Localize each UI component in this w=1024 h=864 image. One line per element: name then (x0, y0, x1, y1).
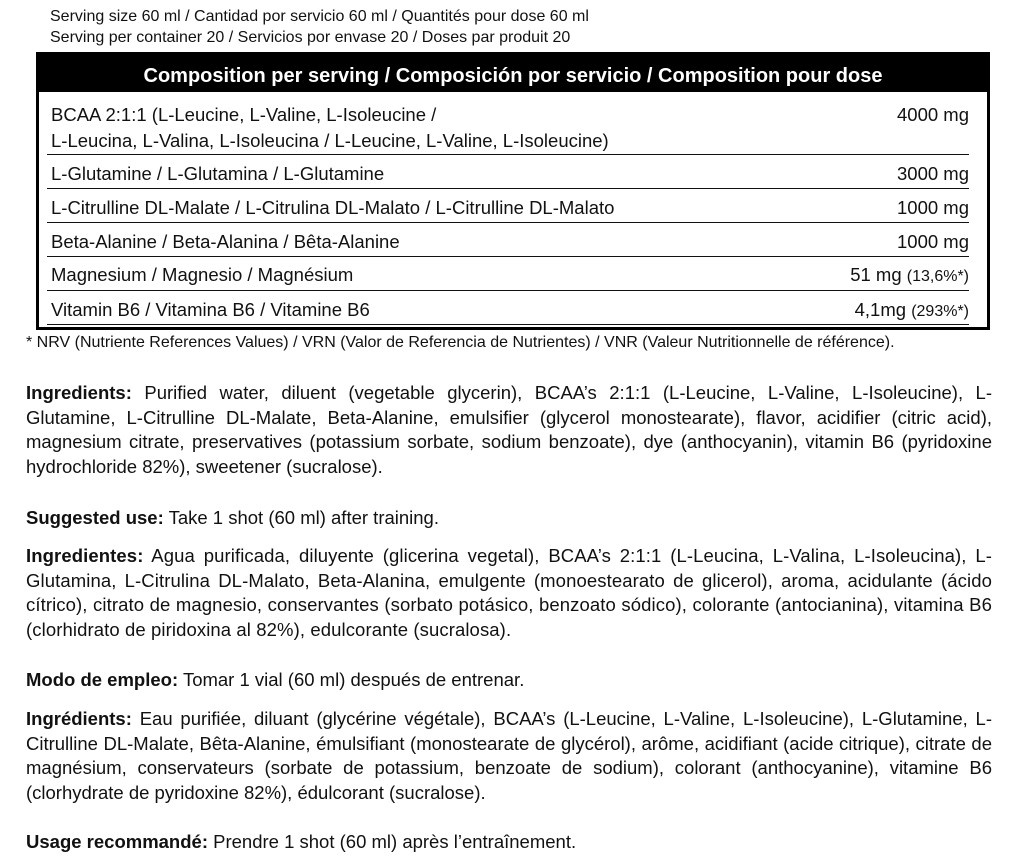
suggested-use-spanish (26, 668, 992, 693)
suggested-use-french (26, 830, 992, 855)
usage-label: Suggested use: (26, 507, 164, 528)
ingredients-label: Ingredientes: (26, 545, 144, 566)
usage-text: Tomar 1 vial (60 ml) después de entrenar. (182, 669, 525, 690)
row-name: L-Glutamine / L-Glutamina / L-Glutamine (51, 163, 385, 184)
row-amount: 1000 mg (897, 231, 969, 252)
amount-value: 4,1mg (854, 299, 907, 320)
table-row (47, 226, 969, 257)
table-row (47, 260, 969, 291)
ingredients-text: Agua purificada, diluyente (glicerina vegetal), BCAA’s 2:1:1 (L-Leucina, L-Valina, L-Isoleucina), L-Glutamina, L-Citrulina DL-Malato, Beta-Alanina, emulgente (monoestearato de glicerol), aroma, acidulante (ácido cítrico), citrato de magnesio, conservantes (sorbato potásico, benzoato sódico), colorante (antocianina), vitamina B6 (clorhidrato de piridoxina al 82%), edulcorante (sucralosa). (26, 545, 992, 640)
usage-label: Usage recommandé: (26, 831, 208, 852)
table-row (47, 192, 969, 223)
composition-table (36, 52, 990, 330)
ingredients-label: Ingredients: (26, 382, 132, 403)
row-name: Vitamin B6 / Vitamina B6 / Vitamine B6 (51, 299, 370, 320)
row-amount: 1000 mg (897, 197, 969, 218)
row-name: BCAA 2:1:1 (L-Leucine, L-Valine, L-Isoleucine / (51, 104, 437, 125)
serving-size-text: Serving size 60 ml / Cantidad por servicio 60 ml / Quantités pour dose 60 ml (50, 8, 589, 25)
usage-label: Modo de empleo: (26, 669, 179, 690)
nrv-percent: (13,6%*) (906, 268, 969, 285)
table-row (47, 158, 969, 189)
row-amount: 3000 mg (897, 163, 969, 184)
row-name: Magnesium / Magnesio / Magnésium (51, 264, 354, 285)
usage-text: Take 1 shot (60 ml) after training. (168, 507, 439, 528)
amount-value: 51 mg (850, 264, 902, 285)
row-name: Beta-Alanine / Beta-Alanina / Bêta-Alanine (51, 231, 400, 252)
ingredients-spanish (26, 544, 992, 642)
table-row (47, 294, 969, 325)
ingredients-english (26, 381, 992, 479)
ingredients-text: Purified water, diluent (vegetable glycerin), BCAA’s 2:1:1 (L-Leucine, L-Valine, L-Isoleucine), L-Glutamine, L-Citrulline DL-Malate, Beta-Alanine, emulsifier (glycerol monostearate), flavor, acidifier (citric acid), magnesium citrate, preservatives (potassium sorbate, sodium benzoate), dye (anthocyanin), vitamin B6 (pyridoxine hydrochloride 82%), sweetener (sucralose). (26, 382, 993, 477)
row-name: L-Citrulline DL-Malate / L-Citrulina DL-Malato / L-Citrulline DL-Malato (51, 197, 615, 218)
row-name-continued: L-Leucina, L-Valina, L-Isoleucina / L-Leucine, L-Valine, L-Isoleucine) (51, 130, 609, 151)
ingredients-french (26, 707, 992, 805)
row-amount (855, 299, 969, 323)
ingredients-text: Eau purifiée, diluant (glycérine végétale), BCAA’s (L-Leucine, L-Valine, L-Isoleucine), L-Glutamine, L-Citrulline DL-Malate, Bêta-Alanine, émulsifiant (monostearate de glycérol), arôme, acidifiant (acide citrique), citrate de magnésium, conservateurs (sorbate de potassium, benzoate de sodium), colorant (anthocyanine), vitamine B6 (clorhydrate de pyridoxine 82%), édulcorant (sucralose). (26, 708, 993, 803)
table-row (47, 102, 969, 155)
servings-per-container-text: Serving per container 20 / Servicios por envase 20 / Doses par produit 20 (50, 29, 571, 46)
nrv-percent: (293%*) (911, 303, 969, 320)
row-amount (850, 264, 969, 288)
suggested-use-english (26, 506, 992, 531)
composition-table-title: Composition per serving / Composición por servicio / Composition pour dose (39, 60, 987, 92)
row-amount: 4000 mg (897, 104, 969, 125)
ingredients-label: Ingrédients: (26, 708, 132, 729)
nrv-footnote: * NRV (Nutriente References Values) / VRN (Valor de Referencia de Nutrientes) / VNR (Valeur Nutritionnelle de référence). (26, 334, 895, 351)
usage-text: Prendre 1 shot (60 ml) après l’entraînement. (213, 831, 577, 852)
